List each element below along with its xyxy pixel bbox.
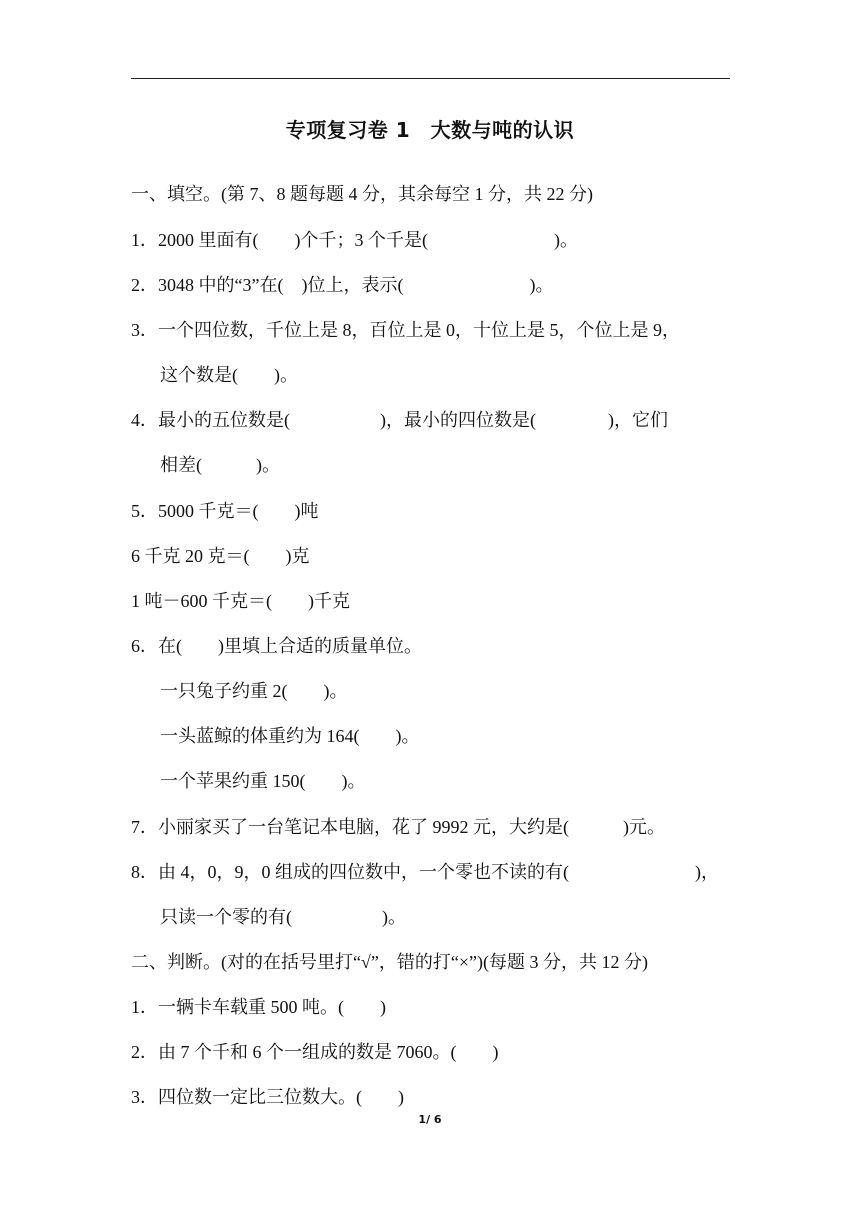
question-1-5-line-3: 1 吨－600 千克＝( )千克	[131, 591, 350, 611]
question-1-3-line-2: 这个数是( )。	[160, 365, 298, 385]
question-1-8-line-1: 8．由 4，0，9，0 组成的四位数中，一个零也不读的有( )，	[131, 862, 719, 882]
question-2-1: 1．一辆卡车载重 500 吨。( )	[131, 997, 386, 1017]
question-2-2: 2．由 7 个千和 6 个一组成的数是 7060。( )	[131, 1042, 499, 1062]
question-1-7: 7．小丽家买了一台笔记本电脑，花了 9992 元，大约是( )元。	[131, 817, 665, 837]
question-2-3: 3．四位数一定比三位数大。( )	[131, 1087, 404, 1107]
header-rule	[131, 78, 730, 79]
question-1-6-item-1: 一只兔子约重 2( )。	[160, 681, 348, 701]
section-1-heading: 一、填空。(第 7、8 题每题 4 分，其余每空 1 分，共 22 分)	[131, 184, 593, 204]
question-1-3-line-1: 3．一个四位数，千位上是 8，百位上是 0，十位上是 5，个位上是 9，	[131, 320, 680, 340]
question-1-2: 2．3048 中的“3”在( )位上，表示( )。	[131, 275, 554, 295]
question-1-6: 6．在( )里填上合适的质量单位。	[131, 636, 422, 656]
question-1-5-line-2: 6 千克 20 克＝( )克	[131, 546, 310, 566]
question-1-6-item-2: 一头蓝鲸的体重约为 164( )。	[160, 726, 420, 746]
question-1-6-item-3: 一个苹果约重 150( )。	[160, 771, 366, 791]
question-1-5-line-1: 5．5000 千克＝( )吨	[131, 501, 319, 521]
page-number: 1/ 6	[418, 1113, 442, 1126]
question-1-1: 1．2000 里面有( )个千；3 个千是( )。	[131, 230, 578, 250]
page-title: 专项复习卷 1 大数与吨的认识	[285, 118, 575, 142]
question-1-4-line-1: 4．最小的五位数是( )，最小的四位数是( )，它们	[131, 410, 668, 430]
section-2-heading: 二、判断。(对的在括号里打“√”，错的打“×”)(每题 3 分，共 12 分)	[131, 952, 648, 972]
question-1-8-line-2: 只读一个零的有( )。	[160, 907, 406, 927]
question-1-4-line-2: 相差( )。	[160, 455, 280, 475]
